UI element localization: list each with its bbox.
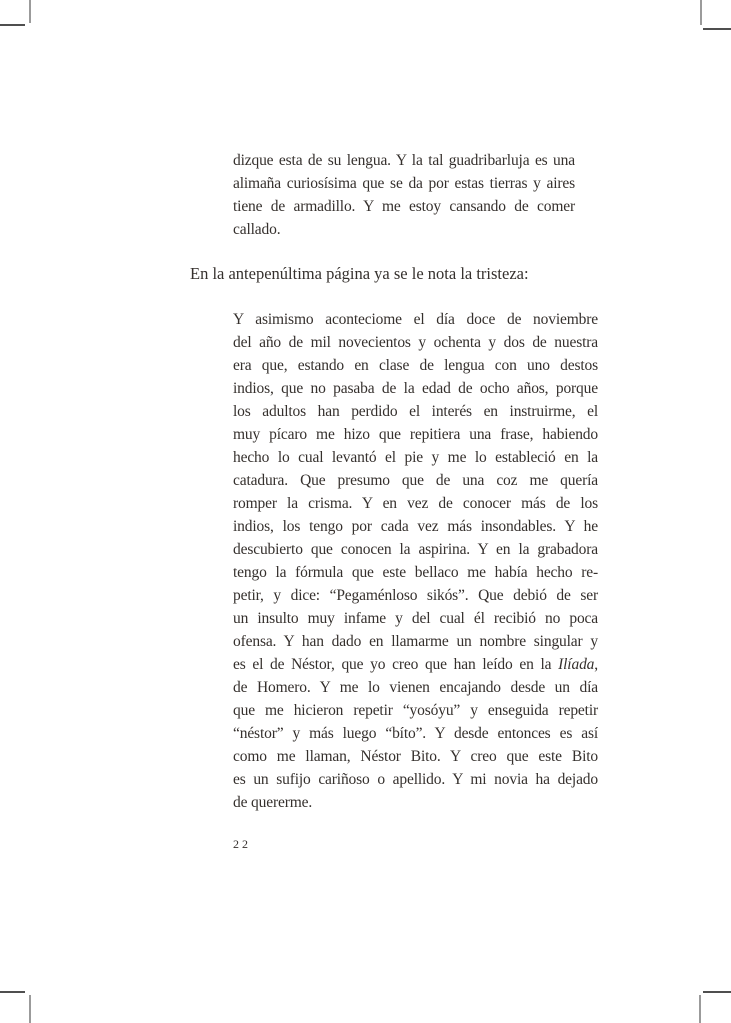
crop-mark-top-right-horizontal (703, 28, 731, 30)
text-line: tengo la fórmula que este bellaco me había hecho re- (233, 564, 598, 581)
text-line: indios, que no pasaba de la edad de ocho años, porque (233, 380, 598, 397)
text-line: alimaña curiosísima que se da por estas tierras y aires (233, 175, 575, 192)
text-line: romper la crisma. Y en vez de conocer más de los (233, 495, 598, 512)
text-line: como me llaman, Néstor Bito. Y creo que este Bito (233, 748, 598, 765)
crop-mark-bottom-right-vertical (699, 995, 701, 1023)
text-line: Y asimismo aconteciome el día doce de noviembre (233, 311, 598, 328)
text-line: los adultos han perdido el interés en instruirme, el (233, 403, 598, 420)
crop-mark-bottom-right-horizontal (703, 991, 731, 993)
text-line: que me hicieron repetir “yosóyu” y enseguida repetir (233, 702, 598, 719)
text-line: es el de Néstor, que yo creo que han leído en la Ilíada, (233, 656, 598, 673)
text-line: del año de mil novecientos y ochenta y dos de nuestra (233, 334, 598, 351)
crop-mark-top-left-vertical (29, 0, 31, 23)
crop-mark-bottom-left-horizontal (0, 991, 25, 993)
text-line: “néstor” y más luego “bíto”. Y desde entonces es así (233, 725, 598, 742)
text-line: catadura. Que presumo que de una coz me quería (233, 472, 598, 489)
narration-text: En la antepenúltima página ya se le nota la tristeza: (190, 264, 529, 283)
text-line: era que, estando en clase de lengua con uno destos (233, 357, 598, 374)
text-line: un insulto muy infame y del cual él recibió no poca (233, 610, 598, 627)
text-line: de quererme. (233, 794, 313, 811)
crop-mark-top-left-horizontal (0, 24, 25, 26)
crop-mark-bottom-left-vertical (29, 995, 31, 1023)
text-line: petir, y dice: “Pegaménloso sikós”. Que debió de ser (233, 587, 598, 604)
page-number: 22 (233, 837, 251, 851)
text-line: hecho lo cual levantó el pie y me lo estableció en la (233, 449, 598, 466)
text-line: indios, los tengo por cada vez más insondables. Y he (233, 518, 598, 535)
quote-block-2 (233, 308, 598, 814)
text-line: descubierto que conocen la aspirina. Y en la grabadora (233, 541, 598, 558)
text-line: dizque esta de su lengua. Y la tal guadribarluja es una (233, 152, 575, 169)
text-line: de Homero. Y me lo vienen encajando desde un día (233, 679, 598, 696)
quote-block-1 (233, 149, 575, 241)
crop-mark-top-right-vertical (700, 0, 702, 25)
text-line: ofensa. Y han dado en llamarme un nombre singular y (233, 633, 598, 650)
text-line: tiene de armadillo. Y me estoy cansando de comer (233, 198, 575, 215)
text-line: callado. (233, 221, 281, 238)
text-line: muy pícaro me hizo que repitiera una frase, habiendo (233, 426, 598, 443)
text-line: es un sufijo cariñoso o apellido. Y mi novia ha dejado (233, 771, 598, 788)
